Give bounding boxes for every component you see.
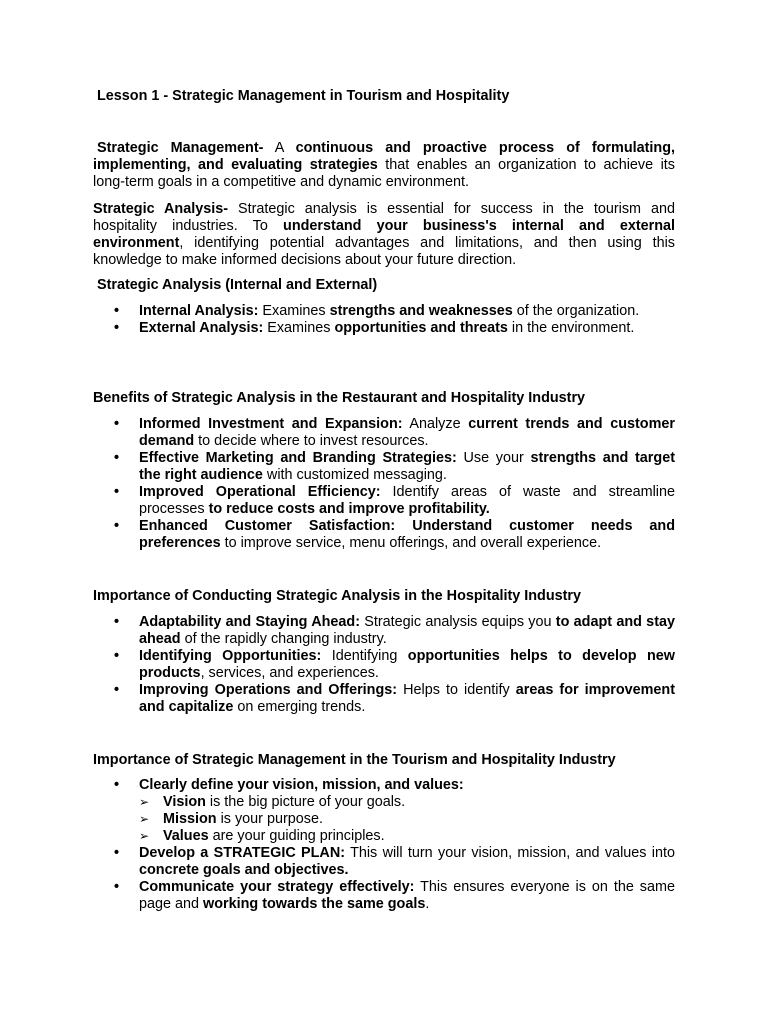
bullet-icon: • bbox=[114, 777, 120, 793]
arrow-bullet-icon: ➢ bbox=[139, 829, 150, 843]
emphasis: opportunities and threats bbox=[334, 320, 508, 336]
arrow-bullet-icon: ➢ bbox=[139, 812, 150, 826]
text: to improve service, menu offerings, and overall experience. bbox=[220, 535, 602, 551]
list-item bbox=[93, 648, 675, 682]
bullet-icon: • bbox=[114, 518, 120, 534]
text: are your guiding principles. bbox=[208, 828, 385, 844]
bullet-icon: • bbox=[114, 416, 120, 432]
text: , identifying potential advantages and limitations, and then using this knowledge to make informed decisions about your future direction. bbox=[93, 235, 675, 268]
bullet-icon: • bbox=[114, 879, 120, 895]
text: Identify areas of waste and streamline processes bbox=[139, 484, 675, 517]
emphasis: Understand customer needs and preferences bbox=[139, 518, 676, 551]
emphasis: understand your business's internal and external environment bbox=[93, 218, 676, 251]
list-item bbox=[93, 845, 675, 879]
list-item bbox=[93, 682, 675, 716]
term: Mission bbox=[163, 811, 217, 827]
emphasis: to adapt and stay ahead bbox=[139, 614, 675, 647]
lesson-title: Lesson 1 - Strategic Management in Tourism and Hospitality bbox=[97, 88, 510, 104]
bullet-icon: • bbox=[114, 450, 120, 466]
term: Develop a STRATEGIC PLAN: bbox=[139, 845, 345, 861]
term: Improved Operational Efficiency: bbox=[139, 484, 381, 500]
text: Use your bbox=[456, 450, 531, 466]
sub-list-item bbox=[93, 828, 675, 845]
management-heading: Importance of Strategic Management in the Tourism and Hospitality Industry bbox=[93, 752, 616, 768]
list-item bbox=[93, 320, 675, 337]
text: This will turn your vision, mission, and values into bbox=[345, 845, 675, 861]
bullet-icon: • bbox=[114, 303, 120, 319]
text: is the big picture of your goals. bbox=[205, 794, 406, 810]
term: Strategic Analysis- bbox=[93, 201, 229, 217]
list-item bbox=[93, 303, 675, 320]
text: , services, and experiences. bbox=[200, 665, 379, 681]
analysis-heading: Strategic Analysis (Internal and External) bbox=[97, 277, 378, 293]
emphasis: continuous and proactive process of formulating, implementing, and evaluating strategies bbox=[93, 140, 675, 173]
conducting-heading: Importance of Conducting Strategic Analysis in the Hospitality Industry bbox=[93, 588, 582, 604]
emphasis: strengths and target the right audience bbox=[139, 450, 675, 483]
strategic-analysis-paragraph bbox=[93, 201, 675, 269]
list-item bbox=[93, 416, 675, 450]
bullet-icon: • bbox=[114, 845, 120, 861]
bullet-icon: • bbox=[114, 484, 120, 500]
emphasis: strengths and weaknesses bbox=[329, 303, 513, 319]
term: Informed Investment and Expansion: bbox=[139, 416, 403, 432]
text: Identifying bbox=[321, 648, 408, 664]
bullet-icon: • bbox=[114, 614, 120, 630]
sub-list-item bbox=[93, 811, 675, 828]
emphasis: areas for improvement and capitalize bbox=[139, 682, 676, 715]
bullet-icon: • bbox=[114, 320, 120, 336]
text: of the rapidly changing industry. bbox=[180, 631, 387, 647]
management-list bbox=[93, 777, 675, 913]
text: Strategic analysis equips you bbox=[360, 614, 556, 630]
text: Strategic analysis is essential for success in the tourism and hospitality industries. To bbox=[93, 201, 676, 234]
term: Improving Operations and Offerings: bbox=[139, 682, 398, 698]
term: Strategic Management- bbox=[97, 140, 264, 156]
list-item bbox=[93, 777, 675, 794]
conducting-list bbox=[93, 614, 675, 716]
text: This ensures everyone is on the same page and bbox=[139, 879, 675, 912]
text: A bbox=[263, 140, 296, 156]
term: External Analysis: bbox=[139, 320, 264, 336]
term: Identifying Opportunities: bbox=[139, 648, 322, 664]
strategic-management-paragraph bbox=[93, 140, 675, 191]
list-item bbox=[93, 450, 675, 484]
emphasis: to reduce costs and improve profitability. bbox=[208, 501, 490, 517]
benefits-heading: Benefits of Strategic Analysis in the Restaurant and Hospitality Industry bbox=[93, 390, 586, 406]
analysis-list bbox=[93, 303, 675, 337]
bullet-icon: • bbox=[114, 648, 120, 664]
emphasis: opportunities helps to develop new products bbox=[139, 648, 675, 681]
term: Effective Marketing and Branding Strategies: bbox=[139, 450, 457, 466]
text: to decide where to invest resources. bbox=[194, 433, 429, 449]
arrow-bullet-icon: ➢ bbox=[139, 795, 150, 809]
text: on emerging trends. bbox=[233, 699, 366, 715]
benefits-list bbox=[93, 416, 675, 552]
text: in the environment. bbox=[507, 320, 635, 336]
text: of the organization. bbox=[512, 303, 640, 319]
text: is your purpose. bbox=[216, 811, 323, 827]
bullet-icon: • bbox=[114, 682, 120, 698]
list-item bbox=[93, 879, 675, 913]
term: Clearly define your vision, mission, and values: bbox=[139, 777, 464, 793]
sub-list-item bbox=[93, 794, 675, 811]
term: Vision bbox=[163, 794, 206, 810]
text: with customized messaging. bbox=[262, 467, 447, 483]
text: Examines bbox=[258, 303, 330, 319]
text bbox=[395, 518, 412, 534]
text: that enables an organization to achieve its long-term goals in a competitive and dynamic environment. bbox=[93, 157, 675, 190]
text: . bbox=[425, 896, 430, 912]
term: Internal Analysis: bbox=[139, 303, 259, 319]
term: Adaptability and Staying Ahead: bbox=[139, 614, 360, 630]
text: Analyze bbox=[402, 416, 469, 432]
emphasis: concrete goals and objectives. bbox=[139, 862, 349, 878]
text: Helps to identify bbox=[397, 682, 516, 698]
term: Enhanced Customer Satisfaction: bbox=[139, 518, 396, 534]
emphasis: working towards the same goals bbox=[203, 896, 426, 912]
list-item bbox=[93, 518, 675, 552]
emphasis: current trends and customer demand bbox=[139, 416, 675, 449]
text: Examines bbox=[263, 320, 335, 336]
list-item bbox=[93, 614, 675, 648]
term: Values bbox=[163, 828, 209, 844]
list-item bbox=[93, 484, 675, 518]
term: Communicate your strategy effectively: bbox=[139, 879, 415, 895]
